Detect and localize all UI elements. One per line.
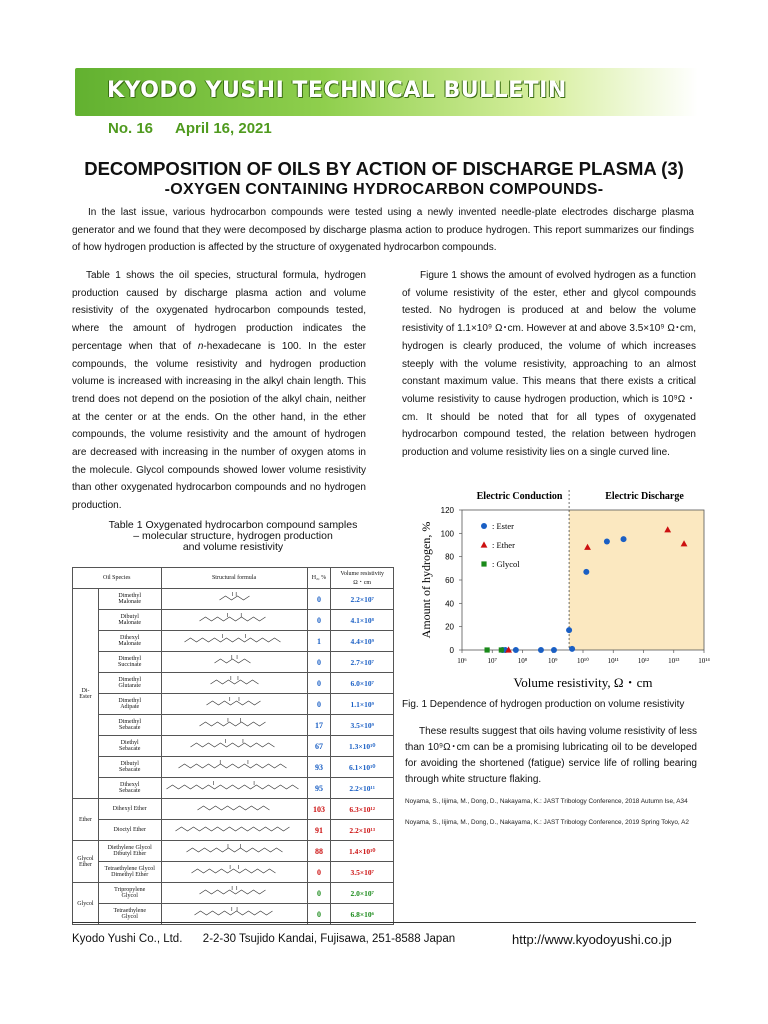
- table-row: [73, 694, 394, 715]
- compound-name-line: Sebacate: [119, 767, 141, 773]
- h2-value-cell: 0: [307, 904, 331, 925]
- data-point-circle: [604, 539, 610, 545]
- compound-name-cell: [98, 631, 161, 652]
- x-tick-label: 10¹⁴: [698, 657, 710, 665]
- issue-number: No. 16: [108, 120, 154, 137]
- data-point-circle: [621, 536, 627, 542]
- resistivity-value-cell: 2.2×10¹³: [331, 820, 394, 841]
- intro-paragraph: In the last issue, various hydrocarbon compounds were tested using a newly invented needle-plate electrodes discharge plasma generator and we found that they were decomposed by discharge plasma action to produce hydrogen. This report summarizes our findings of how hydrogen production is affected by the structure of oxygenated hydrocarbon compounds.: [72, 207, 694, 253]
- x-tick-label: 10¹³: [668, 657, 680, 665]
- right-column-text: Figure 1 shows the amount of evolved hydrogen as a function of volume resistivity of the ester, ether and glycol compounds tested. No hydrogen is produced at and below the volume resistivity of 1.1×10⁹ Ω･cm. However at and above 3.5×10⁹ Ω･cm, hydrogen is clearly produced, the volume of which increases steeply with the volume resistivity, approaching to an almost constant maximum value. This means that there exists a critical volume resistivity to cause hydrogen production, which is 10⁹Ω・cm. It should be noted that for all types of oxygenated hydrocarbon compound tested, the relation between hydrogen production and volume resistivity lies on a single curved line.: [402, 270, 696, 459]
- resistivity-value-cell: 3.5×10⁹: [331, 715, 394, 736]
- structural-formula-drawing: [163, 591, 306, 605]
- compound-name-line: Dimethyl: [118, 593, 142, 599]
- compound-name-cell: [98, 652, 161, 673]
- formula-chain: [214, 659, 250, 663]
- structural-formula-drawing: [163, 759, 306, 773]
- oil-group-cell: [73, 841, 99, 883]
- oil-group-cell: [73, 799, 99, 841]
- resistivity-value-cell: 2.0×10⁷: [331, 883, 394, 904]
- table-row: [73, 589, 394, 610]
- table-caption-line2: – molecular structure, hydrogen production: [133, 530, 333, 542]
- header-formula: Structural formula: [161, 568, 307, 589]
- h2-value-cell: 103: [307, 799, 331, 820]
- structural-formula-drawing: [163, 780, 306, 794]
- structural-formula-drawing: [163, 885, 306, 899]
- compound-name-cell: [98, 799, 161, 820]
- table-caption: [72, 520, 394, 553]
- formula-chain: [197, 806, 269, 810]
- resistivity-value-cell: 2.2×10¹¹: [331, 778, 394, 799]
- compound-name-cell: [98, 694, 161, 715]
- table-caption-line1: Table 1 Oxygenated hydrocarbon compound samples: [108, 519, 358, 531]
- data-point-circle: [551, 647, 557, 653]
- x-tick-label: 10⁹: [548, 657, 558, 665]
- structural-formula-drawing: [163, 906, 306, 920]
- structural-formula-cell: [161, 652, 307, 673]
- left-column-text: [72, 267, 366, 515]
- compound-name-line: Succinate: [118, 662, 142, 668]
- y-tick-label: 80: [445, 552, 454, 562]
- footer-address-block: [72, 933, 455, 945]
- table-row: [73, 736, 394, 757]
- structural-formula-cell: [161, 715, 307, 736]
- x-axis-label: Volume resistivity, Ω・cm: [513, 675, 653, 690]
- compound-name-line: Dimethyl: [118, 719, 142, 725]
- table-body: [73, 589, 394, 925]
- formula-chain: [184, 638, 280, 642]
- compound-name-line: Malonate: [118, 599, 142, 605]
- conclusion-paragraph: These results suggest that oils having volume resistivity of less than 10⁹Ω･cm can be a promising lubricating oil to be developed for avoiding the shortened (fatigue) service life of rolling bearing through white structure flaking.: [405, 726, 697, 785]
- compound-name-line: Dibutyl Ether: [113, 851, 147, 857]
- table-row: [73, 715, 394, 736]
- compound-name-line: Dioctyl Ether: [113, 827, 146, 833]
- compound-name-line: Dimethyl Ether: [111, 872, 149, 878]
- page-title: DECOMPOSITION OF OILS BY ACTION OF DISCHARGE PLASMA (3): [84, 158, 684, 179]
- reference-2: Noyama, S., Iijima, M., Dong, D., Nakayama, K.: JAST Tribology Conference, 2019 Spring Tokyo, A2: [405, 819, 689, 826]
- y-tick-label: 100: [440, 529, 454, 539]
- compound-name-line: Tetraethylene Glycol: [104, 866, 155, 872]
- formula-chain: [219, 596, 249, 600]
- compound-name-line: Adipate: [120, 704, 140, 710]
- header-h2: H₂, %: [307, 568, 331, 589]
- formula-chain: [166, 785, 298, 789]
- compound-name-line: Dimethyl: [118, 677, 142, 683]
- compound-name-line: Dibutyl: [120, 614, 139, 620]
- page-subtitle: -OXYGEN CONTAINING HYDROCARBON COMPOUNDS-: [164, 181, 604, 198]
- h2-value-cell: 93: [307, 757, 331, 778]
- structural-formula-drawing: [163, 843, 306, 857]
- compound-name-line: Tripropylene: [114, 887, 146, 893]
- h2-value-cell: 95: [307, 778, 331, 799]
- legend-label: : Glycol: [492, 559, 520, 569]
- data-point-circle: [569, 646, 575, 652]
- resistivity-value-cell: 6.1×10¹⁰: [331, 757, 394, 778]
- structural-formula-cell: [161, 778, 307, 799]
- structural-formula-cell: [161, 589, 307, 610]
- bulletin-banner: [75, 68, 698, 116]
- data-point-circle: [538, 647, 544, 653]
- compound-name-line: Dihexyl Ether: [112, 806, 147, 812]
- compound-name-line: Glycol: [121, 893, 138, 899]
- footer-company: Kyodo Yushi Co., Ltd.: [72, 933, 183, 945]
- bulletin-title: KYODO YUSHI TECHNICAL BULLETIN: [107, 78, 567, 103]
- table-row: [73, 757, 394, 778]
- structural-formula-cell: [161, 610, 307, 631]
- compound-name-line: Glutarate: [118, 683, 141, 689]
- compound-name-cell: [98, 589, 161, 610]
- compound-name-cell: [98, 715, 161, 736]
- resistivity-value-cell: 2.7×10⁷: [331, 652, 394, 673]
- formula-chain: [190, 743, 274, 747]
- table-row: [73, 799, 394, 820]
- compound-name-cell: [98, 820, 161, 841]
- structural-formula-cell: [161, 862, 307, 883]
- compound-name-line: Dimethyl: [118, 698, 142, 704]
- formula-chain: [199, 722, 265, 726]
- structural-formula-cell: [161, 673, 307, 694]
- oil-group-cell: [73, 883, 99, 925]
- x-tick-label: 10¹⁰: [577, 657, 589, 665]
- left-text-italic: n: [197, 340, 204, 352]
- header-resistivity: [331, 568, 394, 589]
- resistivity-value-cell: 1.1×10⁹: [331, 694, 394, 715]
- structural-formula-drawing: [163, 864, 306, 878]
- table-row: [73, 841, 394, 862]
- compound-table: [72, 567, 394, 925]
- region-label-conduction: Electric Conduction: [476, 491, 563, 502]
- legend-label: : Ester: [492, 521, 514, 531]
- footer-url[interactable]: http://www.kyodoyushi.co.jp: [512, 932, 672, 947]
- x-tick-label: 10⁸: [517, 657, 528, 665]
- compound-name-cell: [98, 757, 161, 778]
- data-point-circle: [513, 647, 519, 653]
- formula-chain: [175, 827, 289, 831]
- compound-name-line: Tetraethylene: [113, 908, 146, 914]
- y-tick-label: 120: [440, 506, 454, 515]
- legend-marker-triangle: [481, 541, 488, 547]
- footer-divider: [72, 922, 696, 923]
- y-axis-label: Amount of hydrogen, %: [419, 521, 433, 639]
- table-row: [73, 862, 394, 883]
- x-tick-label: 10⁶: [457, 657, 467, 665]
- structural-formula-drawing: [163, 717, 306, 731]
- structural-formula-drawing: [163, 822, 306, 836]
- compound-name-line: Sebacate: [119, 788, 141, 794]
- structural-formula-drawing: [163, 696, 306, 710]
- structural-formula-drawing: [163, 738, 306, 752]
- oil-group-cell: [73, 589, 99, 799]
- figure-caption: Fig. 1 Dependence of hydrogen production on volume resistivity: [402, 699, 685, 710]
- issue-date: April 16, 2021: [175, 120, 272, 137]
- compound-name-line: Dihexyl: [120, 782, 140, 788]
- compound-name-cell: [98, 778, 161, 799]
- resistivity-value-cell: 6.0×10⁷: [331, 673, 394, 694]
- compound-name-line: Dihexyl: [120, 635, 140, 641]
- formula-chain: [178, 764, 286, 768]
- resistivity-value-cell: 1.4×10¹⁰: [331, 841, 394, 862]
- structural-formula-drawing: [163, 801, 306, 815]
- compound-name-cell: [98, 736, 161, 757]
- data-point-circle: [583, 569, 589, 575]
- compound-name-line: Diethyl: [120, 740, 139, 746]
- h2-value-cell: 0: [307, 673, 331, 694]
- oil-group-label: Ether: [78, 816, 92, 823]
- formula-chain: [194, 911, 272, 915]
- left-text-part1: Table 1 shows the oil species, structural formula, hydrogen production caused by discharge plasma action and volume resistivity of the oxygenated hydrocarbon compounds tested, where the amount of hydrogen production indicates the percentage when that of: [72, 270, 366, 352]
- h2-value-cell: 91: [307, 820, 331, 841]
- compound-name-cell: [98, 883, 161, 904]
- region-label-discharge: Electric Discharge: [605, 491, 684, 502]
- structural-formula-cell: [161, 820, 307, 841]
- oil-group-label: Ester: [79, 693, 92, 700]
- y-tick-label: 20: [445, 622, 454, 632]
- compound-name-line: Diethylene Glycol: [107, 845, 152, 851]
- table-row: [73, 631, 394, 652]
- structural-formula-cell: [161, 883, 307, 904]
- oil-group-label: Glycol: [77, 900, 94, 907]
- header-res-line1: Volume resistivity: [340, 570, 385, 577]
- h2-value-cell: 88: [307, 841, 331, 862]
- structural-formula-cell: [161, 736, 307, 757]
- formula-chain: [186, 848, 282, 852]
- header-res-line2: Ω・cm: [353, 579, 372, 586]
- header-species: Oil Species: [73, 568, 162, 589]
- discharge-region: [569, 510, 704, 650]
- left-text-part2: -hexadecane is 100. In the ester compounds, the volume resistivity and hydrogen production volume is increased with increasing in the alkyl chain length. This trend does not depend on the posiotion of the alkyl chain, neither at the center or at the ends. On the other hand, in the ether compounds, the volume resistivity and the amount of hydrogen are decreased with increasing in the number of oxygen atoms in the molecule. Glycol compounds showed lower volume resistivity than other oxygenated hydrocarbon compounds and no hydrogen production.: [72, 340, 367, 512]
- resistivity-value-cell: 4.1×10⁸: [331, 610, 394, 631]
- structural-formula-drawing: [163, 654, 306, 668]
- resistivity-value-cell: 1.3×10¹⁰: [331, 736, 394, 757]
- structural-formula-cell: [161, 757, 307, 778]
- h2-value-cell: 17: [307, 715, 331, 736]
- formula-chain: [199, 890, 265, 894]
- structural-formula-drawing: [163, 612, 306, 626]
- compound-name-cell: [98, 610, 161, 631]
- resistivity-value-cell: 3.5×10⁷: [331, 862, 394, 883]
- table-row: [73, 778, 394, 799]
- table-caption-line3: and volume resistivity: [182, 541, 284, 553]
- data-point-circle: [566, 627, 572, 633]
- h2-value-cell: 0: [307, 610, 331, 631]
- compound-name-line: Sebacate: [119, 746, 141, 752]
- table-row: [73, 820, 394, 841]
- structural-formula-drawing: [163, 675, 306, 689]
- formula-chain: [191, 869, 275, 873]
- formula-chain: [199, 617, 265, 621]
- y-tick-label: 60: [445, 576, 454, 585]
- h2-value-cell: 1: [307, 631, 331, 652]
- legend-marker-circle: [481, 523, 487, 529]
- chart-svg: [400, 486, 712, 696]
- compound-name-line: Dimethyl: [118, 656, 142, 662]
- h2-value-cell: 67: [307, 736, 331, 757]
- structural-formula-cell: [161, 631, 307, 652]
- resistivity-value-cell: 6.3×10¹²: [331, 799, 394, 820]
- y-tick-label: 40: [445, 599, 454, 609]
- h2-value-cell: 0: [307, 883, 331, 904]
- resistivity-value-cell: 4.4×10⁹: [331, 631, 394, 652]
- x-tick-label: 10⁷: [487, 657, 497, 665]
- formula-chain: [210, 680, 258, 684]
- compound-name-line: Dibutyl: [120, 761, 139, 767]
- resistivity-value-cell: 2.2×10⁷: [331, 589, 394, 610]
- oil-group-label: Ether: [78, 861, 92, 868]
- compound-name-cell: [98, 673, 161, 694]
- x-tick-label: 10¹¹: [607, 657, 619, 665]
- table-row: [73, 610, 394, 631]
- structural-formula-drawing: [163, 633, 306, 647]
- oil-group-label: Glycol: [77, 855, 94, 862]
- h2-value-cell: 0: [307, 589, 331, 610]
- y-tick-label: 0: [449, 646, 454, 655]
- compound-name-line: Malonate: [118, 620, 142, 626]
- data-point-square: [485, 647, 490, 652]
- h2-value-cell: 0: [307, 694, 331, 715]
- structural-formula-cell: [161, 799, 307, 820]
- x-tick-label: 10¹²: [637, 657, 650, 665]
- structural-formula-cell: [161, 694, 307, 715]
- compound-name-cell: [98, 862, 161, 883]
- footer-address: 2-2-30 Tsujido Kandai, Fujisawa, 251-8588 Japan: [202, 933, 456, 945]
- compound-name-line: Glycol: [121, 914, 138, 920]
- h2-value-cell: 0: [307, 652, 331, 673]
- formula-chain: [206, 701, 260, 705]
- h2-value-cell: 0: [307, 862, 331, 883]
- compound-name-cell: [98, 841, 161, 862]
- compound-name-line: Malonate: [118, 641, 142, 647]
- legend-label: : Ether: [492, 540, 515, 550]
- legend-marker-square: [481, 561, 486, 566]
- structural-formula-cell: [161, 841, 307, 862]
- compound-name-line: Sebacate: [119, 725, 141, 731]
- table-row: [73, 652, 394, 673]
- table-header-row: [73, 568, 394, 589]
- data-point-square: [499, 647, 504, 652]
- resistivity-value-cell: 6.8×10⁶: [331, 904, 394, 925]
- table-row: [73, 883, 394, 904]
- oil-group-label: Di-: [81, 687, 90, 694]
- reference-1: Noyama, S., Iijima, M., Dong, D., Nakayama, K.: JAST Tribology Conference, 2018 Autumn Ise, A34: [405, 798, 688, 805]
- hydrogen-chart: [400, 486, 712, 696]
- table-row: [73, 673, 394, 694]
